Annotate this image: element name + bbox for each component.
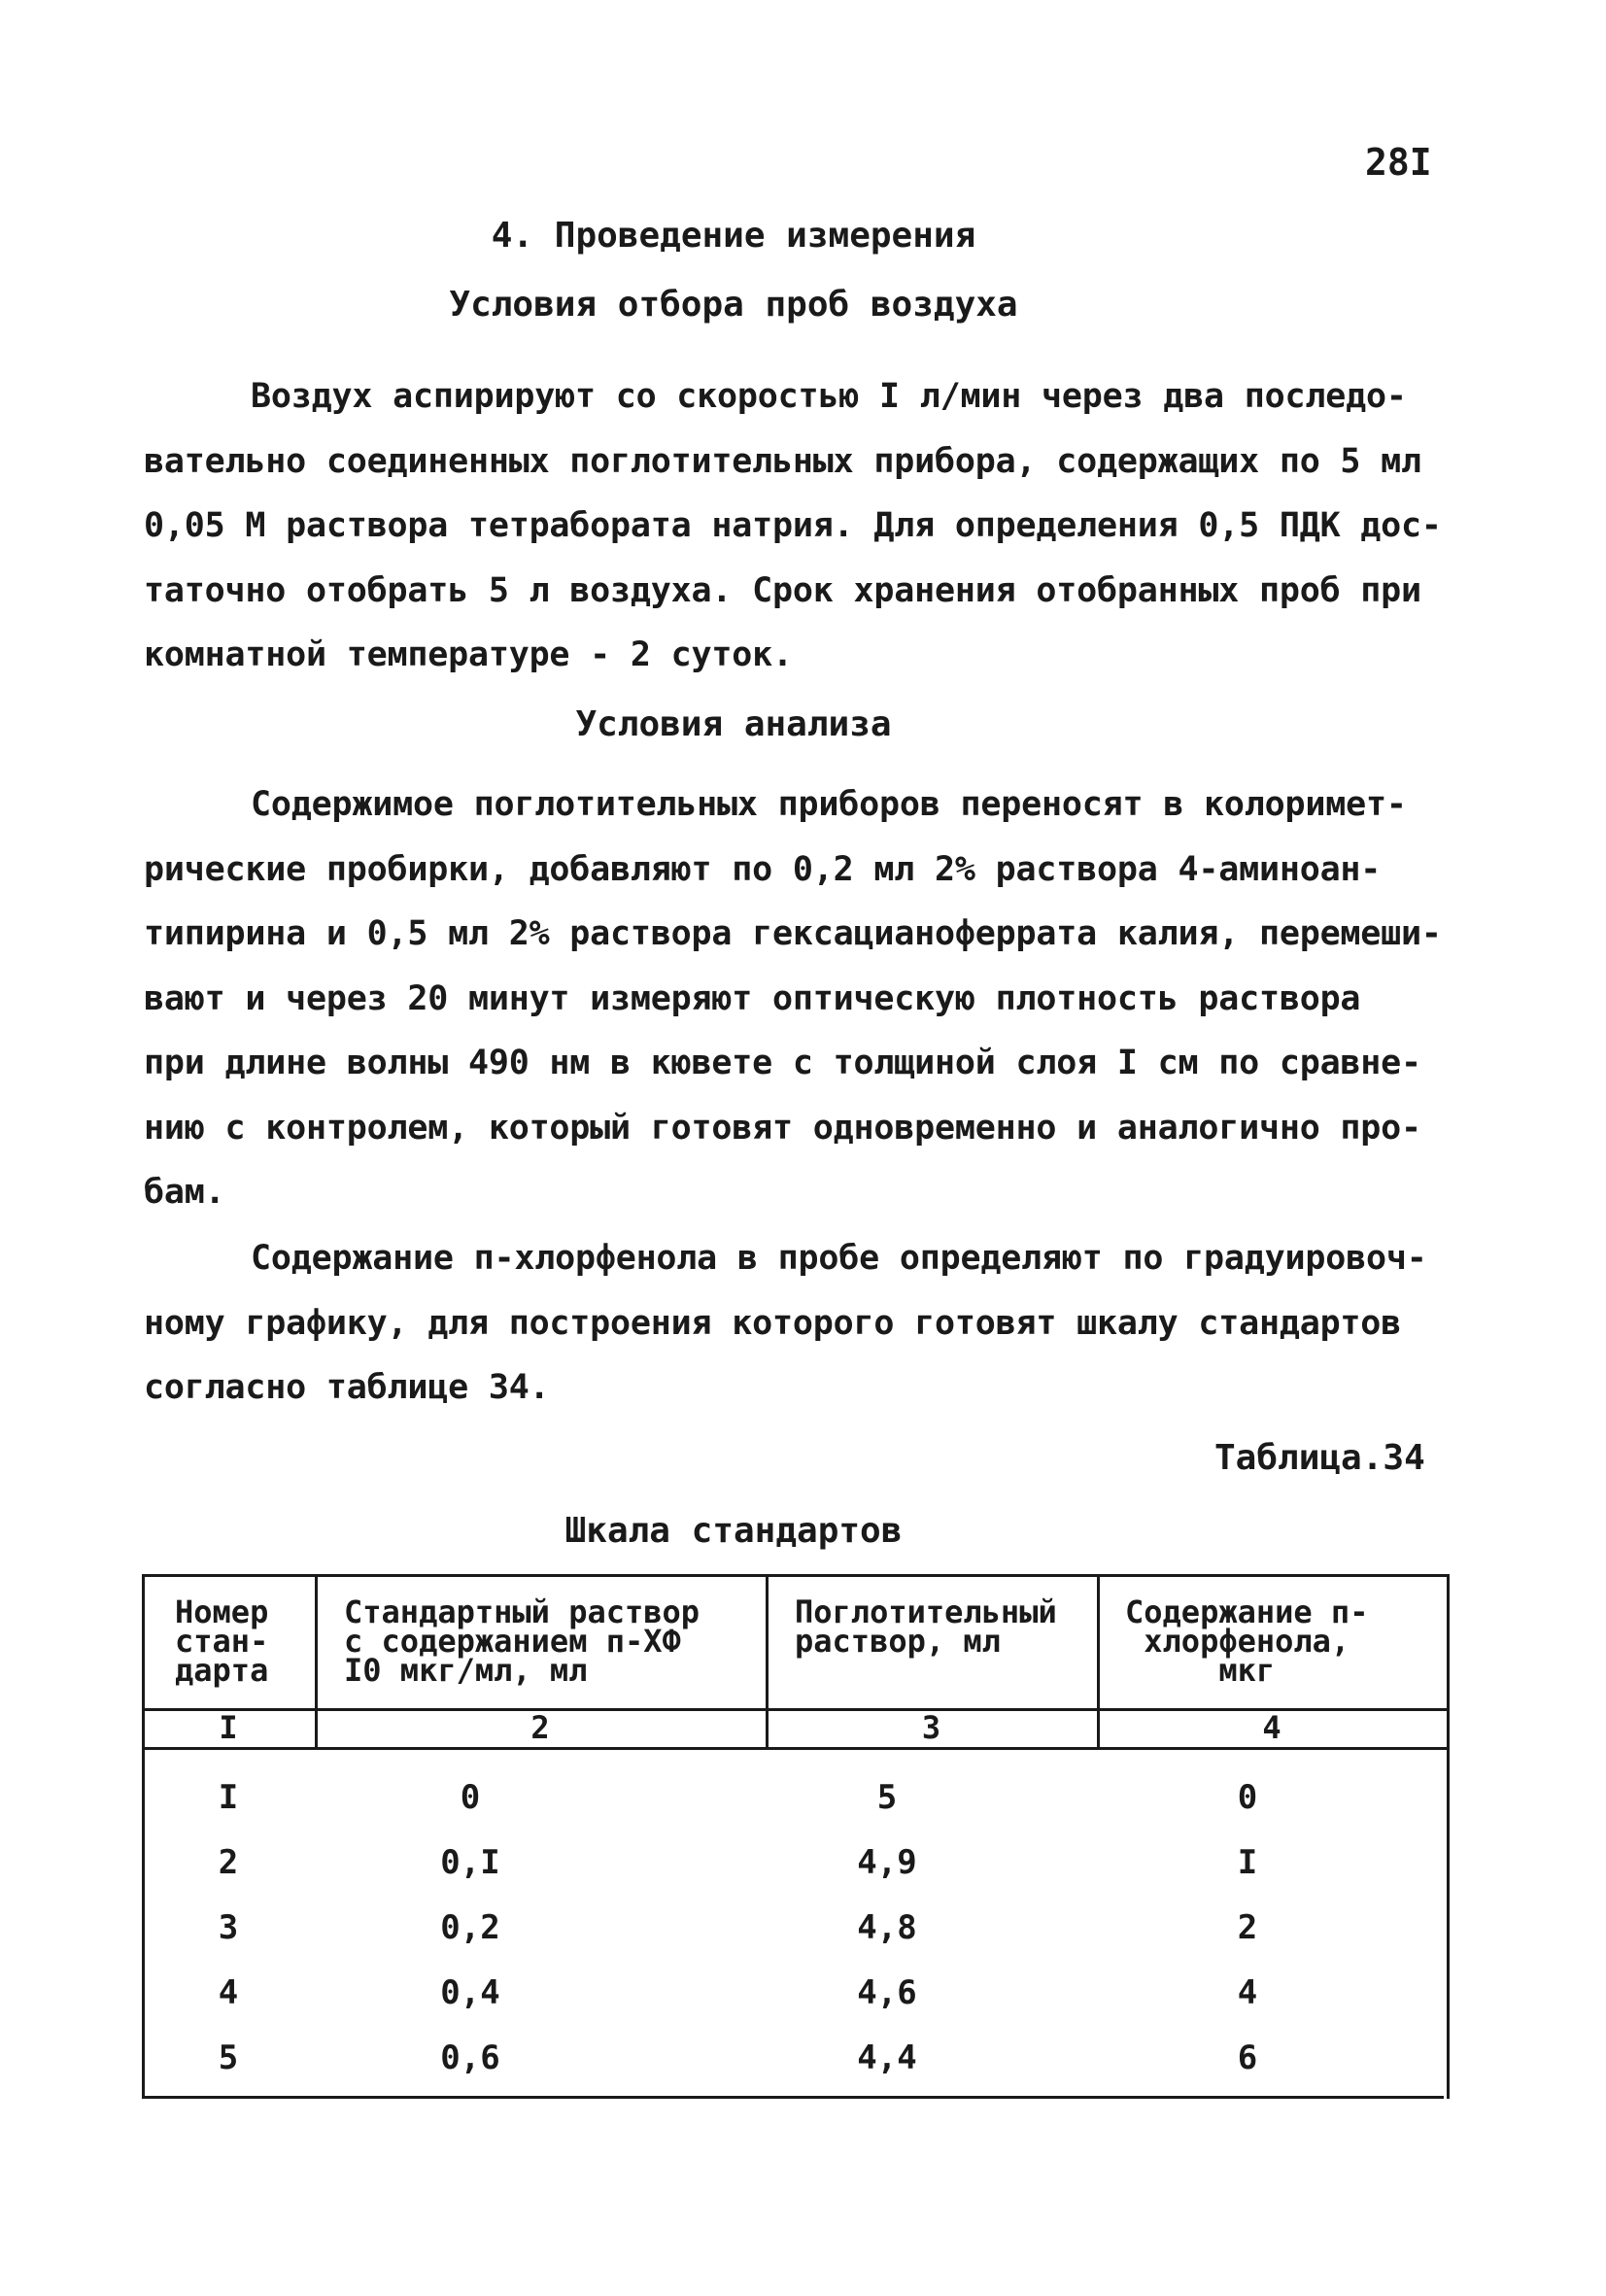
- cell-content: 2: [1237, 1908, 1258, 1947]
- paragraph-line: типирина и 0,5 мл 2% раствора гексацианоферрата калия, перемеши-: [144, 914, 1442, 953]
- cell-standard-number: 5: [218, 2039, 239, 2077]
- cell-content: 6: [1237, 2039, 1258, 2077]
- cell-content: 0: [1237, 1778, 1258, 1817]
- analysis-paragraph: [144, 772, 1460, 1225]
- cell-standard-solution: 0,4: [440, 1973, 500, 2012]
- table-label: Таблица.34: [1214, 1438, 1425, 1478]
- cell-absorbing-solution: 4,8: [857, 1908, 917, 1947]
- header-absorbing-solution: Поглотительный раствор, мл: [795, 1593, 1057, 1660]
- paragraph-line: вают и через 20 минут измеряют оптическую плотность раствора: [144, 978, 1361, 1018]
- table-top-border: [142, 1574, 1450, 1577]
- standards-table: [142, 1574, 1450, 2099]
- paragraph-line: при длине волны 490 нм в кювете с толщиной слоя I см по сравне-: [144, 1044, 1421, 1082]
- page-number: 28I: [1365, 141, 1432, 184]
- column-number: I: [219, 1709, 238, 1746]
- header-standard-solution: Стандартный раствор с содержанием п-ХФ I0 мкг/мл, мл: [344, 1593, 700, 1689]
- paragraph-line: ному графику, для построения которого готовят шкалу стандартов: [144, 1303, 1402, 1343]
- paragraph-line: таточно отобрать 5 л воздуха. Срок хранения отобранных проб при: [144, 570, 1421, 610]
- table-left-border: [142, 1574, 145, 2099]
- header-standard-number: Номер стан- дарта: [175, 1593, 269, 1689]
- table-right-border: [1447, 1574, 1450, 2099]
- paragraph-line: Содержание п-хлорфенола в пробе определяют по градуировоч-: [251, 1239, 1427, 1278]
- column-number: 4: [1262, 1709, 1281, 1746]
- paragraph-line: вательно соединенных поглотительных прибора, содержащих по 5 мл: [144, 441, 1421, 481]
- paragraph-line: комнатной температуре - 2 суток.: [144, 635, 793, 674]
- paragraph-line: рические пробирки, добавляют по 0,2 мл 2% раствора 4-аминоан-: [144, 849, 1382, 889]
- column-number: 2: [530, 1709, 550, 1746]
- sampling-heading: Условия отбора проб воздуха: [449, 285, 1018, 325]
- calibration-paragraph: [144, 1226, 1460, 1421]
- cell-standard-solution: 0,I: [440, 1843, 500, 1882]
- paragraph-line: Содержимое поглотительных приборов переносят в колоримет-: [251, 785, 1407, 824]
- cell-content: I: [1237, 1843, 1258, 1882]
- paragraph-line: Воздух аспирируют со скоростью I л/мин через два последо-: [251, 377, 1407, 416]
- cell-standard-number: 3: [218, 1908, 239, 1947]
- cell-content: 4: [1237, 1973, 1258, 2012]
- cell-standard-number: 2: [218, 1843, 239, 1882]
- paragraph-line: 0,05 М раствора тетрабората натрия. Для определения 0,5 ПДК дос-: [144, 506, 1442, 545]
- table-bottom-border: [142, 2096, 1444, 2099]
- cell-standard-solution: 0,6: [440, 2039, 500, 2077]
- analysis-heading: Условия анализа: [575, 704, 892, 744]
- cell-standard-solution: 0: [460, 1778, 481, 1817]
- cell-absorbing-solution: 4,9: [857, 1843, 917, 1882]
- sampling-paragraph: [144, 364, 1460, 688]
- cell-standard-number: I: [218, 1778, 239, 1817]
- cell-absorbing-solution: 4,4: [857, 2039, 917, 2077]
- paragraph-line: бам.: [144, 1173, 225, 1212]
- column-number: 3: [921, 1709, 941, 1746]
- cell-standard-number: 4: [218, 1973, 239, 2012]
- section-heading: 4. Проведение измерения: [491, 216, 976, 256]
- table-title: Шкала стандартов: [564, 1511, 903, 1551]
- cell-absorbing-solution: 4,6: [857, 1973, 917, 2012]
- table-number-divider: [142, 1747, 1450, 1750]
- paragraph-line: нию с контролем, который готовят одновременно и аналогично про-: [144, 1108, 1421, 1148]
- cell-standard-solution: 0,2: [440, 1908, 500, 1947]
- header-content: Содержание п- хлорфенола, мкг: [1125, 1593, 1369, 1689]
- paragraph-line: согласно таблице 34.: [144, 1368, 550, 1407]
- cell-absorbing-solution: 5: [876, 1778, 898, 1817]
